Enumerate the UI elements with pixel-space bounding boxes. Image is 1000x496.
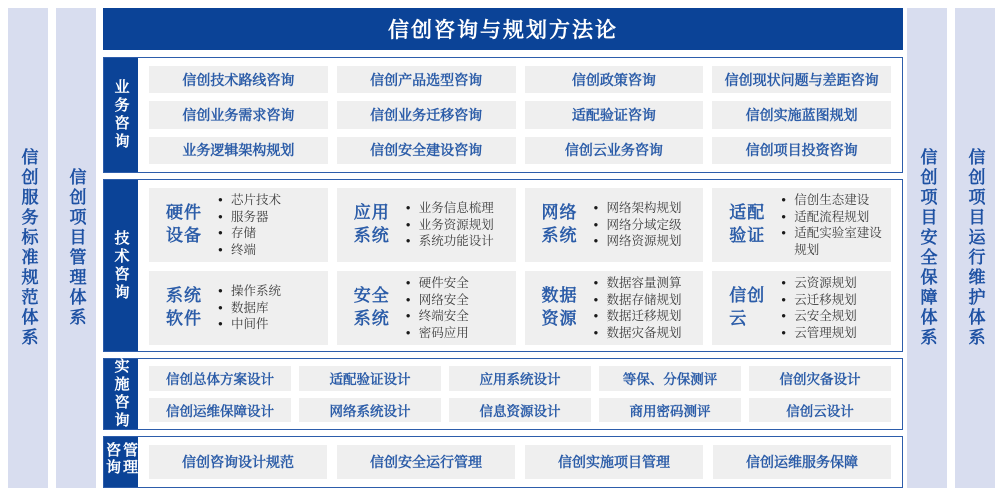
- section-consulting-management: [103, 436, 903, 488]
- implementation-item: 应用系统设计: [449, 366, 591, 391]
- tech-bullet: ● 系统功能设计: [406, 233, 494, 250]
- tech-bullet: ● 网络分域定级: [594, 217, 682, 234]
- tech-bullet-list: [781, 275, 857, 341]
- section-implementation-consulting: [103, 358, 903, 430]
- tech-bullet: ● 云资源规划: [781, 275, 857, 292]
- section-label-business: 业务咨询: [104, 58, 138, 172]
- tech-bullet: ● 芯片技术: [218, 192, 281, 209]
- side-bar-label: 信创服务标准规范体系: [18, 148, 38, 348]
- tech-bullet: ● 适配流程规划: [781, 209, 887, 226]
- implementation-item: 信息资源设计: [449, 398, 591, 423]
- tech-cell-adaptation: [712, 188, 891, 262]
- business-item: 信创云业务咨询: [525, 137, 704, 164]
- tech-cell-data-resource: [525, 271, 704, 345]
- tech-category: 应用系统: [353, 203, 390, 245]
- tech-bullet-list: [594, 200, 682, 250]
- tech-cell-system-software: [149, 271, 328, 345]
- business-item: 信创实施蓝图规划: [712, 101, 891, 128]
- implementation-item: 适配验证设计: [299, 366, 441, 391]
- business-item: 信创产品选型咨询: [337, 66, 516, 93]
- tech-category: 网络系统: [541, 203, 578, 245]
- management-item: 信创咨询设计规范: [149, 445, 327, 479]
- business-item: 信创业务需求咨询: [149, 101, 328, 128]
- tech-category: 硬件设备: [166, 203, 202, 245]
- implementation-item: 商用密码测评: [599, 398, 741, 423]
- tech-bullet: ● 网络资源规划: [594, 233, 682, 250]
- tech-category: 数据资源: [541, 286, 578, 328]
- tech-bullet: ● 信创生态建设: [781, 192, 887, 209]
- implementation-item: 信创灾备设计: [749, 366, 891, 391]
- tech-bullet: ● 业务资源规划: [406, 217, 494, 234]
- section-label-implementation: 实施咨询: [104, 359, 138, 429]
- tech-bullet: ● 数据灾备规划: [594, 325, 682, 342]
- business-item: 适配验证咨询: [525, 101, 704, 128]
- tech-bullet-list: [781, 192, 887, 258]
- implementation-item: 网络系统设计: [299, 398, 441, 423]
- tech-cell-xinchuang-cloud: [712, 271, 891, 345]
- tech-bullet: ● 数据库: [218, 300, 281, 317]
- tech-cell-network: [525, 188, 704, 262]
- tech-bullet: ● 适配实验室建设规划: [781, 225, 887, 258]
- tech-bullet: ● 业务信息梳理: [406, 200, 494, 217]
- tech-category: 系统软件: [166, 286, 202, 328]
- side-bar-project-management: [56, 8, 96, 488]
- business-item: 信创政策咨询: [525, 66, 704, 93]
- tech-bullet: ● 服务器: [218, 209, 281, 226]
- tech-bullet: ● 硬件安全: [406, 275, 469, 292]
- business-item: 信创现状问题与差距咨询: [712, 66, 891, 93]
- side-bar-security-assurance: [907, 8, 947, 488]
- business-item: 信创安全建设咨询: [337, 137, 516, 164]
- tech-bullet-list: [218, 192, 281, 258]
- tech-bullet: ● 密码应用: [406, 325, 469, 342]
- section-business-consulting: [103, 57, 903, 173]
- tech-category: 安全系统: [353, 286, 390, 328]
- diagram-title-bar: [103, 8, 903, 50]
- side-bar-label: 信创项目管理体系: [66, 168, 86, 328]
- side-bar-label: 信创项目安全保障体系: [917, 148, 937, 348]
- tech-bullet: ● 终端安全: [406, 308, 469, 325]
- tech-category: 适配验证: [729, 203, 766, 245]
- tech-cell-security: [337, 271, 516, 345]
- implementation-grid: [138, 359, 902, 429]
- implementation-item: 信创运维保障设计: [149, 398, 291, 423]
- management-item: 信创实施项目管理: [525, 445, 703, 479]
- business-grid: [138, 58, 902, 172]
- side-bar-operation-maintenance: [955, 8, 995, 488]
- business-item: 信创业务迁移咨询: [337, 101, 516, 128]
- business-item: 信创技术路线咨询: [149, 66, 328, 93]
- tech-bullet: ● 云迁移规划: [781, 292, 857, 309]
- implementation-item: 等保、分保测评: [599, 366, 741, 391]
- diagram-title: 信创咨询与规划方法论: [388, 19, 618, 42]
- tech-bullet: ● 云安全规划: [781, 308, 857, 325]
- management-grid: [138, 437, 902, 487]
- management-item: 信创安全运行管理: [337, 445, 515, 479]
- tech-bullet-list: [594, 275, 682, 341]
- section-technical-consulting: [103, 179, 903, 352]
- business-item: 业务逻辑架构规划: [149, 137, 328, 164]
- tech-bullet-list: [406, 275, 469, 341]
- tech-bullet: ● 中间件: [218, 316, 281, 333]
- technical-grid: [138, 180, 902, 351]
- tech-bullet: ● 终端: [218, 242, 281, 259]
- tech-bullet: ● 云管理规划: [781, 325, 857, 342]
- tech-bullet: ● 数据容量测算: [594, 275, 682, 292]
- implementation-item: 信创总体方案设计: [149, 366, 291, 391]
- tech-bullet: ● 网络架构规划: [594, 200, 682, 217]
- section-label-technical: 技术咨询: [104, 180, 138, 351]
- section-label-management: 咨询管理: [104, 437, 138, 487]
- tech-bullet: ● 数据存储规划: [594, 292, 682, 309]
- tech-category: 信创云: [729, 286, 766, 328]
- tech-bullet: ● 存储: [218, 225, 281, 242]
- tech-cell-application: [337, 188, 516, 262]
- management-item: 信创运维服务保障: [713, 445, 891, 479]
- tech-cell-hardware: [149, 188, 328, 262]
- business-item: 信创项目投资咨询: [712, 137, 891, 164]
- tech-bullet: ● 数据迁移规划: [594, 308, 682, 325]
- side-bar-service-standard: [8, 8, 48, 488]
- diagram-main: [103, 8, 903, 488]
- tech-bullet: ● 网络安全: [406, 292, 469, 309]
- tech-bullet-list: [406, 200, 494, 250]
- side-bar-label: 信创项目运行维护体系: [965, 148, 985, 348]
- tech-bullet-list: [218, 283, 281, 333]
- implementation-item: 信创云设计: [749, 398, 891, 423]
- tech-bullet: ● 操作系统: [218, 283, 281, 300]
